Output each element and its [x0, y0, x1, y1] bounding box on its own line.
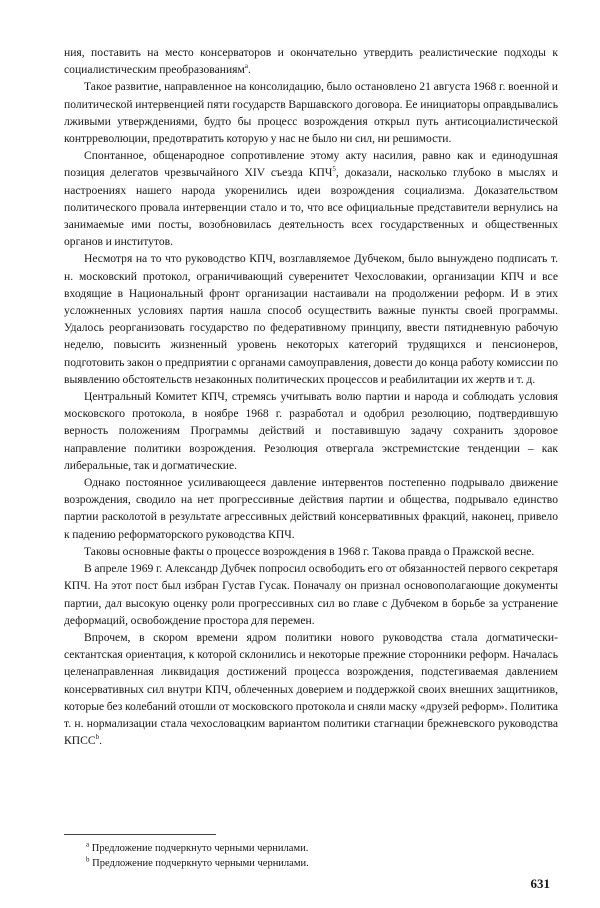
paragraph-8: В апреле 1969 г. Александр Дубчек попросил освободить его от обязанностей первого секретаря КПЧ. На этот пост был избран Густав Гусак. Поначалу он признал основополагающие документы партии, дал высокую оценку роли прогрессивных сил во главе с Дубчеком в борьбе за устранение деформаций, освобождение простора для перемен. — [64, 562, 558, 627]
body-text — [64, 44, 558, 749]
footnote-a: $^a$ Предложение подчеркнуто черными чернилами. — [86, 840, 309, 854]
paragraph-2: Такое развитие, направленное на консолидацию, было остановлено 21 августа 1968 г. военной и политической интервенцией пяти государств Варшавского договора. Ее инициаторы оправдывались лживыми утверждениями, будто бы процесс возрождения открыл путь антисоциалистической контрреволюции, предотвратить которую у нас не было ни сил, ни решимости. — [64, 80, 558, 146]
paragraph-3: Спонтанное, общенародное сопротивление этому акту насилия, равно как и единодушная позиция делегатов чрезвычайного XIV съезда КПЧ$^5$, доказали, насколько глубоко в мыслях и настроениях нашего народа укоренились идеи возрождения социализма. Доказательством политического провала интервенции стало и то, что все официальные представители вернулись на занимаемые ими посты, возобновилась деятельность всех государственных и общественных органов и институтов. — [64, 149, 558, 249]
paragraph-6: Однако постоянное усиливающееся давление интервентов постепенно подрывало движение возрождения, сводило на нет прогрессивные действия партии и общества, подрывало единство партии расколотой в результате агрессивных действий консервативных фракций, наконец, привело к падению реформаторского руководства КПЧ. — [64, 476, 558, 541]
paragraph-5: Центральный Комитет КПЧ, стремясь учитывать волю партии и народа и соблюдать условия московского протокола, в ноябре 1968 г. разработал и одобрил резолюцию, подтвердившую верность положениям Программы действий и поставившую задачу сохранить здоровое направление политики возрождения. Резолюция отвергала экстремистские тенденции – как либеральные, так и догматические. — [64, 390, 558, 472]
paragraph-1: ния, поставить на место консерваторов и окончательно утвердить реалистические подходы к социалистическим преобразованиям$^a$. — [64, 46, 558, 77]
footnote-ref-a: a — [244, 62, 248, 71]
paragraph-4: Несмотря на то что руководство КПЧ, возглавляемое Дубчеком, было вынуждено подписать т. н. московский протокол, ограничивающий суверенитет Чехословакии, организации КПЧ и все входящие в Национальный фронт организации настаивали на продолжении реформ. И в этих усложненных условиях партия нашла способ осуществить важные пункты своей программы. Удалось реорганизовать государство по федеративному принципу, ввести пятидневную рабочую неделю, повысить жизненный уровень некоторых категорий трудящихся и пенсионеров, подготовить закон о предприятии с органами самоуправления, довести до конца работу комиссии по выявлению обстоятельств незаконных политических процессов и реабилитации их жертв и т. д. — [64, 252, 558, 386]
page-number: 631 — [530, 876, 550, 891]
paragraph-9: Впрочем, в скором времени ядром политики нового руководства стала догматически-сектантская ориентация, к которой склонились и некоторые прежние сторонники реформ. Началась целенаправленная ликвидация достижений процесса возрождения, подстегиваемая давлением консервативных сил внутри КПЧ, облеченных доверием и поддержкой своих внешних защитников, которые без колебаний отошли от московского протокола и сняли маску «друзей реформ». Политика т. н. нормализации стала чехословацким вариантом политики стагнации брежневского руководства КПСС$^b$. — [64, 630, 558, 748]
page-body — [64, 44, 558, 749]
footnote-ref-b: b — [95, 733, 100, 742]
footnotes — [64, 834, 558, 871]
footnote-divider — [64, 834, 216, 835]
footnote-b: $^b$ Предложение подчеркнуто черными чернилами. — [86, 855, 309, 869]
paragraph-7: Таковы основные факты о процессе возрождения в 1968 г. Такова правда о Пражской весне. — [84, 544, 535, 558]
footnote-ref-5: 5 — [332, 165, 336, 174]
